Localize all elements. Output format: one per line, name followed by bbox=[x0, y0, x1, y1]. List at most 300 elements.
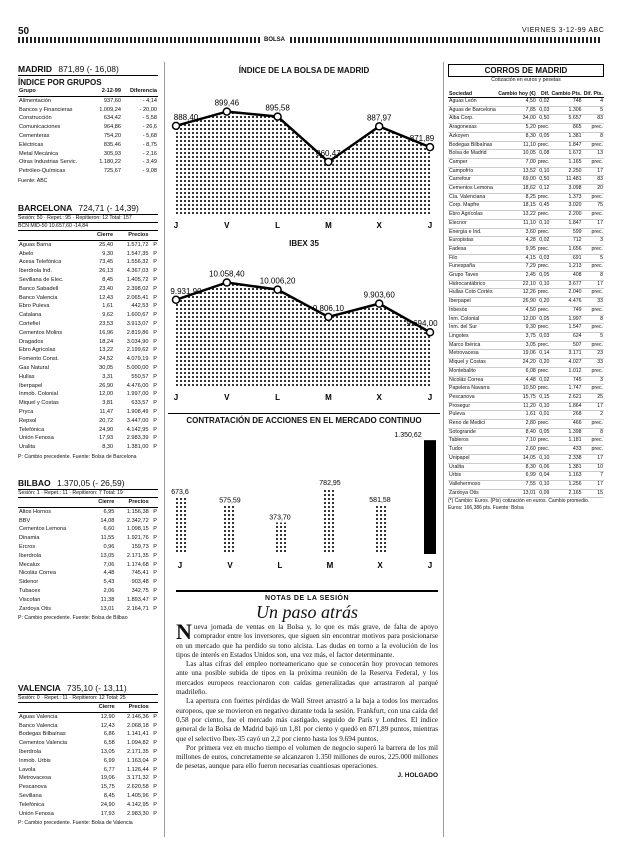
table-cell: prec. bbox=[537, 141, 551, 150]
notes-byline: J. HOLGADO bbox=[397, 771, 438, 779]
table-cell: 4.142,95 bbox=[127, 801, 149, 808]
table-cell: 0,50 bbox=[537, 176, 551, 185]
table-row bbox=[18, 739, 158, 748]
table-cell: 8,30 bbox=[497, 132, 537, 141]
table-cell: 7,85 bbox=[497, 106, 537, 115]
x-tick-label: X bbox=[377, 561, 383, 570]
table-cell: 0,04 bbox=[537, 472, 551, 481]
table-cell: Altos Hornos bbox=[19, 508, 52, 515]
table-cell: P bbox=[153, 579, 157, 586]
table-cell: 0,05 bbox=[537, 132, 551, 141]
table-cell: 1.997 bbox=[550, 315, 582, 324]
x-tick-label: J bbox=[427, 221, 433, 230]
table-row bbox=[18, 543, 158, 552]
table-cell: 8,30 bbox=[102, 444, 114, 451]
x-tick-label: J bbox=[427, 561, 433, 570]
column-header bbox=[18, 498, 89, 507]
table-cell: Miquel y Costas bbox=[448, 359, 497, 368]
table-cell: 507 bbox=[550, 341, 582, 350]
table-row bbox=[448, 202, 604, 211]
table-cell: 691 bbox=[550, 254, 582, 263]
table-cell: 0,12 bbox=[537, 185, 551, 194]
table-row bbox=[448, 263, 604, 272]
table-cell: 12,43 bbox=[99, 294, 114, 301]
table-cell: 13,22 bbox=[497, 211, 537, 220]
table-cell: P bbox=[153, 792, 157, 799]
table-cell: P bbox=[153, 444, 157, 451]
table-cell: 1.405,96 bbox=[127, 792, 149, 799]
table-row bbox=[18, 320, 158, 329]
table-row bbox=[448, 158, 604, 167]
table-cell: 4 bbox=[583, 98, 604, 107]
table-cell: 2,06 bbox=[103, 587, 115, 594]
table-cell: 12,43 bbox=[100, 722, 115, 729]
column-header: Precios bbox=[116, 703, 150, 712]
table-row bbox=[448, 480, 604, 489]
data-label: 895,58 bbox=[265, 103, 290, 113]
table-cell: 15,75 bbox=[100, 784, 115, 791]
table-cell: 2.165 bbox=[550, 489, 582, 498]
table-cell: Iberpapel bbox=[448, 298, 497, 307]
table-cell: P bbox=[153, 391, 157, 398]
table-row bbox=[18, 240, 158, 249]
table-cell: 17 bbox=[583, 219, 604, 228]
table-cell: Prosegur bbox=[448, 402, 497, 411]
table-cell: Filo bbox=[448, 254, 497, 263]
table-cell: BBV bbox=[19, 517, 31, 524]
table-cell: prec. bbox=[583, 385, 604, 394]
table-cell: 1.908,49 bbox=[126, 408, 149, 415]
table-row bbox=[18, 783, 158, 792]
table-cell: 1.181 bbox=[550, 437, 582, 446]
table-cell: 7,29 bbox=[497, 263, 537, 272]
table-cell: 13,05 bbox=[100, 552, 115, 559]
column-header: Cambio hoy (€) bbox=[497, 83, 537, 98]
table-cell: 3,81 bbox=[102, 400, 114, 407]
table-row bbox=[18, 167, 158, 176]
table-cell: Bodegas Bilbaínas bbox=[19, 731, 66, 738]
table-row bbox=[448, 141, 604, 150]
table-cell: Europistas bbox=[448, 237, 497, 246]
table-cell: 0,45 bbox=[537, 202, 551, 211]
table-cell: 75 bbox=[583, 202, 604, 211]
data-label: 10.058,40 bbox=[209, 269, 245, 279]
table-cell: P bbox=[153, 294, 157, 301]
table-row bbox=[448, 185, 604, 194]
table-row bbox=[448, 463, 604, 472]
x-tick-label: V bbox=[224, 393, 230, 402]
table-row bbox=[448, 437, 604, 446]
table-cell: 0,10 bbox=[537, 454, 551, 463]
table-cell: 2.338 bbox=[550, 454, 582, 463]
table-cell: Pryca bbox=[19, 408, 34, 415]
table-cell: Inbesòs bbox=[448, 306, 497, 315]
table-row bbox=[448, 472, 604, 481]
table-cell: Puleva bbox=[448, 411, 497, 420]
table-cell: 0,01 bbox=[537, 411, 551, 420]
table-cell: P bbox=[153, 408, 157, 415]
table-cell: Fomento Const. bbox=[19, 356, 59, 363]
valencia-footnote: P: Cambio precedente. Fuente: Bolsa de Valencia bbox=[18, 820, 133, 827]
table-cell: P bbox=[153, 426, 157, 433]
table-cell: 10,05 bbox=[497, 150, 537, 159]
table-cell: 7,55 bbox=[497, 480, 537, 489]
table-cell: Papelera Navarra bbox=[448, 385, 497, 394]
table-cell: Iberdrola bbox=[19, 748, 42, 755]
barcelona-meta2: BCN MID-50 10.657,60 -14,84 bbox=[18, 223, 158, 231]
table-cell: 5,43 bbox=[103, 579, 115, 586]
column-header bbox=[150, 498, 158, 507]
table-row bbox=[448, 489, 604, 498]
table-cell: prec. bbox=[583, 228, 604, 237]
table-cell: 19,06 bbox=[100, 775, 115, 782]
table-row bbox=[448, 324, 604, 333]
table-row bbox=[18, 757, 158, 766]
table-header-row bbox=[18, 87, 158, 96]
valencia-title: VALENCIA bbox=[18, 683, 61, 693]
notes-paragraph: Las altas cifras del empleo norteamericano que se conocerán hoy provocan temores ante una posible subida de tipos en la próxima reunión de la Reserva Federal, y los mercados europeos reaccionaron con caídas generalizadas que arrastraron al parqué madrileño. bbox=[176, 660, 438, 697]
table-cell: 17,93 bbox=[100, 810, 115, 817]
table-cell: 0,20 bbox=[537, 298, 551, 307]
table-row bbox=[448, 106, 604, 115]
table-cell: Repsol bbox=[19, 417, 37, 424]
data-label: 10.006,20 bbox=[259, 276, 296, 286]
table-cell: 0,02 bbox=[537, 98, 551, 107]
data-label: 887,97 bbox=[366, 113, 392, 123]
table-cell: Energía e Ind. bbox=[448, 228, 497, 237]
table-cell: Catalana bbox=[19, 312, 42, 319]
table-cell: 0,05 bbox=[537, 315, 551, 324]
table-cell: prec. bbox=[583, 141, 604, 150]
table-cell: P bbox=[153, 552, 157, 559]
table-cell: 4.027 bbox=[550, 359, 582, 368]
table-cell: prec. bbox=[583, 193, 604, 202]
table-cell: 2.620,58 bbox=[127, 784, 149, 791]
table-cell: Banco Sabadell bbox=[19, 285, 59, 292]
table-cell: 0,05 bbox=[537, 428, 551, 437]
valencia-index: 735,10 (- 13,11) bbox=[66, 683, 127, 693]
table-cell: P bbox=[153, 570, 157, 577]
corros-footnote: (*) Cambio: Euros. (Pts) cotización en euros. Cambio promedio. Euros: 166,386 pts. Fuente: Bolsa bbox=[448, 498, 590, 511]
table-row bbox=[18, 258, 158, 267]
table-cell: 4.476,00 bbox=[126, 382, 149, 389]
table-row bbox=[18, 408, 158, 417]
table-cell: 1.398 bbox=[550, 428, 582, 437]
table-cell: P bbox=[153, 731, 157, 738]
table-row bbox=[18, 382, 158, 391]
table-cell: Montebalito bbox=[448, 367, 497, 376]
table-cell: 2.040 bbox=[550, 289, 582, 298]
table-cell: 4.367,03 bbox=[126, 268, 149, 275]
data-label: 9.931,90 bbox=[170, 286, 202, 296]
table-cell: 2.065,41 bbox=[126, 294, 149, 301]
barcelona-table bbox=[18, 231, 158, 452]
table-cell: prec. bbox=[583, 263, 604, 272]
data-label: 9.903,60 bbox=[363, 290, 395, 300]
table-cell: 745 bbox=[550, 376, 582, 385]
table-cell: prec. bbox=[537, 306, 551, 315]
table-cell: 1.094,82 bbox=[127, 740, 149, 747]
table-cell: 24,90 bbox=[99, 426, 114, 433]
table-cell: Aguas León bbox=[448, 98, 497, 107]
table-cell: Otras Industrias Servic. bbox=[19, 159, 78, 166]
x-tick-label: L bbox=[277, 561, 283, 570]
table-header-row bbox=[448, 83, 604, 98]
table-cell: 17 bbox=[583, 480, 604, 489]
table-cell: 3.098 bbox=[550, 185, 582, 194]
table-cell: 0,02 bbox=[537, 376, 551, 385]
table-row bbox=[18, 561, 158, 570]
table-row bbox=[448, 254, 604, 263]
table-cell: 2,80 bbox=[497, 420, 537, 429]
table-cell: prec. bbox=[583, 420, 604, 429]
table-row bbox=[18, 434, 158, 443]
table-cell: P bbox=[153, 400, 157, 407]
table-cell: Aguas Barna bbox=[19, 241, 52, 248]
table-cell: P bbox=[153, 766, 157, 773]
table-row bbox=[448, 132, 604, 141]
table-cell: 8 bbox=[583, 315, 604, 324]
table-row bbox=[18, 596, 158, 605]
table-cell: 15 bbox=[583, 489, 604, 498]
column-divider bbox=[164, 62, 165, 837]
table-cell: Metrovacesa bbox=[19, 775, 52, 782]
table-header-row bbox=[18, 231, 158, 240]
table-cell: 1.847 bbox=[550, 141, 582, 150]
table-cell: 624 bbox=[550, 332, 582, 341]
section-label: BOLSA bbox=[260, 37, 289, 43]
table-cell: prec. bbox=[537, 385, 551, 394]
notes-paragraph: ueva jornada de ventas en la Bolsa y, lo que es más grave, de falta de apoyo comprador entre los inversores, que siguen sin encontrar motivos para posicionarse en un mercado que ha perdido su tono alcista. Las dudas en torno a la evolución de los tipos de interés en Estados Unidos son, una vez más, el factor determinante. bbox=[176, 623, 438, 659]
table-row bbox=[18, 792, 158, 801]
table-row bbox=[18, 801, 158, 810]
table-cell: Bancos y Financieras bbox=[19, 106, 73, 113]
table-row bbox=[448, 359, 604, 368]
table-row bbox=[448, 446, 604, 455]
table-cell: 4.142,95 bbox=[126, 426, 149, 433]
table-row bbox=[18, 748, 158, 757]
table-cell: Miquel y Costas bbox=[19, 400, 59, 407]
table-cell: 0,50 bbox=[537, 115, 551, 124]
table-cell: 0,10 bbox=[537, 402, 551, 411]
table-row bbox=[448, 306, 604, 315]
table-cell: 12,00 bbox=[99, 391, 114, 398]
table-cell: 19,06 bbox=[497, 350, 537, 359]
table-cell: 2.171,35 bbox=[126, 552, 149, 559]
table-row bbox=[18, 722, 158, 731]
notes-headline: Un paso atrás bbox=[255, 602, 358, 622]
table-row bbox=[18, 276, 158, 285]
table-row bbox=[448, 228, 604, 237]
table-cell: prec. bbox=[583, 367, 604, 376]
bar-value-label: 575,59 bbox=[219, 497, 241, 505]
dropcap: N bbox=[176, 619, 192, 644]
table-cell: 23,53 bbox=[99, 320, 114, 327]
barcelona-index: 724,71 (- 14,39) bbox=[78, 203, 139, 213]
table-cell: Unión Fenosa bbox=[19, 435, 54, 442]
table-cell: P bbox=[153, 713, 157, 720]
table-cell: 725,67 bbox=[103, 168, 121, 175]
table-row bbox=[448, 350, 604, 359]
table-cell: Dinamia bbox=[19, 535, 40, 542]
table-cell: 5,20 bbox=[497, 124, 537, 133]
table-cell: 1.672 bbox=[550, 150, 582, 159]
table-cell: Inm. Colonial bbox=[448, 315, 497, 324]
x-tick-label: M bbox=[325, 393, 332, 402]
table-row bbox=[448, 393, 604, 402]
table-cell: 1.747 bbox=[550, 385, 582, 394]
bar-value-label: 373,70 bbox=[269, 514, 291, 522]
table-cell: Aragonesas bbox=[448, 124, 497, 133]
table-cell: 305,93 bbox=[103, 150, 121, 157]
table-cell: 7,06 bbox=[103, 561, 115, 568]
table-cell: Banco Valencia bbox=[19, 722, 58, 729]
bar-value-label: 673,6 bbox=[171, 489, 189, 497]
table-row bbox=[448, 367, 604, 376]
table-cell: 13 bbox=[583, 150, 604, 159]
valencia-header bbox=[18, 683, 158, 695]
table-cell: Abelo bbox=[19, 250, 34, 257]
table-cell: P bbox=[153, 722, 157, 729]
table-cell: 2,60 bbox=[497, 446, 537, 455]
table-cell: Reno de Medici bbox=[448, 420, 497, 429]
table-cell: Telefónica bbox=[19, 801, 45, 808]
table-cell: 8,40 bbox=[497, 428, 537, 437]
table-row bbox=[448, 376, 604, 385]
table-cell: 599 bbox=[550, 228, 582, 237]
table-cell: Cementos Lemona bbox=[448, 185, 497, 194]
table-cell: Corp. Mapfre bbox=[448, 202, 497, 211]
table-cell: 9,95 bbox=[497, 245, 537, 254]
table-cell: P bbox=[153, 373, 157, 380]
madrid-index: 871,89 (- 16,08) bbox=[58, 64, 119, 74]
notes-block bbox=[176, 590, 438, 779]
table-cell: 73,45 bbox=[99, 259, 114, 266]
table-cell: prec. bbox=[537, 367, 551, 376]
x-tick-label: J bbox=[427, 393, 433, 402]
table-cell: 12,00 bbox=[497, 315, 537, 324]
column-header: Cierre bbox=[87, 231, 114, 240]
table-row bbox=[18, 311, 158, 320]
table-cell: prec. bbox=[583, 158, 604, 167]
table-cell: 1,61 bbox=[497, 411, 537, 420]
table-cell: 18,24 bbox=[99, 338, 114, 345]
data-point bbox=[173, 296, 180, 303]
table-cell: Cía. Valenciana bbox=[448, 193, 497, 202]
table-cell: 712 bbox=[550, 237, 582, 246]
table-cell: P bbox=[153, 757, 157, 764]
x-tick-label: X bbox=[376, 393, 382, 402]
table-row bbox=[18, 587, 158, 596]
column-header: Cierre bbox=[90, 703, 116, 712]
table-cell: 5.000,00 bbox=[126, 364, 149, 371]
table-cell: Zardoya Otis bbox=[448, 489, 497, 498]
table-cell: 3.034,90 bbox=[126, 338, 149, 345]
table-row bbox=[18, 399, 158, 408]
table-row bbox=[448, 411, 604, 420]
table-cell: Construcción bbox=[19, 115, 52, 122]
volume-bar bbox=[324, 488, 336, 554]
table-cell: 0,10 bbox=[537, 167, 551, 176]
table-cell: 83 bbox=[583, 176, 604, 185]
table-row bbox=[448, 385, 604, 394]
table-row bbox=[18, 426, 158, 435]
column-divider bbox=[443, 62, 444, 837]
table-cell: 2.250 bbox=[550, 167, 582, 176]
table-row bbox=[448, 98, 604, 107]
table-row bbox=[448, 428, 604, 437]
table-row bbox=[448, 454, 604, 463]
table-cell: 34,00 bbox=[497, 115, 537, 124]
table-cell: prec. bbox=[537, 341, 551, 350]
table-cell: 83 bbox=[583, 115, 604, 124]
table-cell: 1.163 bbox=[550, 472, 582, 481]
table-cell: P bbox=[153, 587, 157, 594]
table-row bbox=[18, 346, 158, 355]
table-cell: Campofrío bbox=[448, 167, 497, 176]
table-row bbox=[18, 552, 158, 561]
table-cell: P bbox=[153, 250, 157, 257]
table-cell: 13,05 bbox=[100, 748, 115, 755]
table-cell: 2.200 bbox=[550, 211, 582, 220]
data-point bbox=[427, 329, 434, 336]
table-cell: 2.164,71 bbox=[126, 605, 149, 612]
table-cell: 748 bbox=[550, 98, 582, 107]
valencia-meta: Sesión: 0 · Repet.: 11 · Repitieron: 12 Total: 25 bbox=[18, 695, 158, 703]
data-label: 9.694,00 bbox=[406, 319, 438, 329]
chart-madrid-title: ÍNDICE DE LA BOLSA DE MADRID bbox=[238, 66, 370, 75]
table-cell: 11,47 bbox=[99, 408, 114, 415]
table-cell: 903,48 bbox=[131, 579, 149, 586]
table-cell: 1.547,35 bbox=[126, 250, 149, 257]
table-cell: - 5,68 bbox=[142, 132, 157, 139]
table-cell: Nicolás Correa bbox=[19, 570, 56, 577]
volume-bar bbox=[224, 505, 236, 554]
table-cell: - 2,16 bbox=[142, 150, 157, 157]
table-row bbox=[18, 569, 158, 578]
column-header: Precios bbox=[114, 231, 149, 240]
table-row bbox=[18, 250, 158, 259]
table-cell: prec. bbox=[583, 245, 604, 254]
table-cell: P bbox=[153, 285, 157, 292]
table-row bbox=[18, 525, 158, 534]
table-row bbox=[18, 338, 158, 347]
column-header bbox=[149, 231, 158, 240]
table-cell: 2.621 bbox=[550, 393, 582, 402]
table-cell: Urbis bbox=[448, 472, 497, 481]
table-cell: 1.141,41 bbox=[127, 731, 149, 738]
table-row bbox=[18, 766, 158, 775]
table-cell: 16,96 bbox=[99, 329, 114, 336]
table-cell: 1.864 bbox=[550, 402, 582, 411]
table-cell: 3.677 bbox=[550, 280, 582, 289]
table-cell: 7 bbox=[583, 472, 604, 481]
table-cell: Comunicaciones bbox=[19, 124, 61, 131]
x-tick-label: V bbox=[224, 221, 230, 230]
table-cell: - 20,00 bbox=[139, 106, 157, 113]
table-row bbox=[448, 167, 604, 176]
table-cell: 4,50 bbox=[497, 98, 537, 107]
table-cell: Ercros bbox=[19, 543, 36, 550]
table-cell: Cementos Lemona bbox=[19, 526, 67, 533]
table-cell: Unipapel bbox=[448, 454, 497, 463]
x-tick-label: M bbox=[325, 221, 332, 230]
table-cell: 1.009,24 bbox=[99, 106, 121, 113]
table-cell: 17 bbox=[583, 167, 604, 176]
table-cell: prec. bbox=[537, 158, 551, 167]
table-cell: prec. bbox=[537, 324, 551, 333]
table-cell: Camper bbox=[448, 158, 497, 167]
